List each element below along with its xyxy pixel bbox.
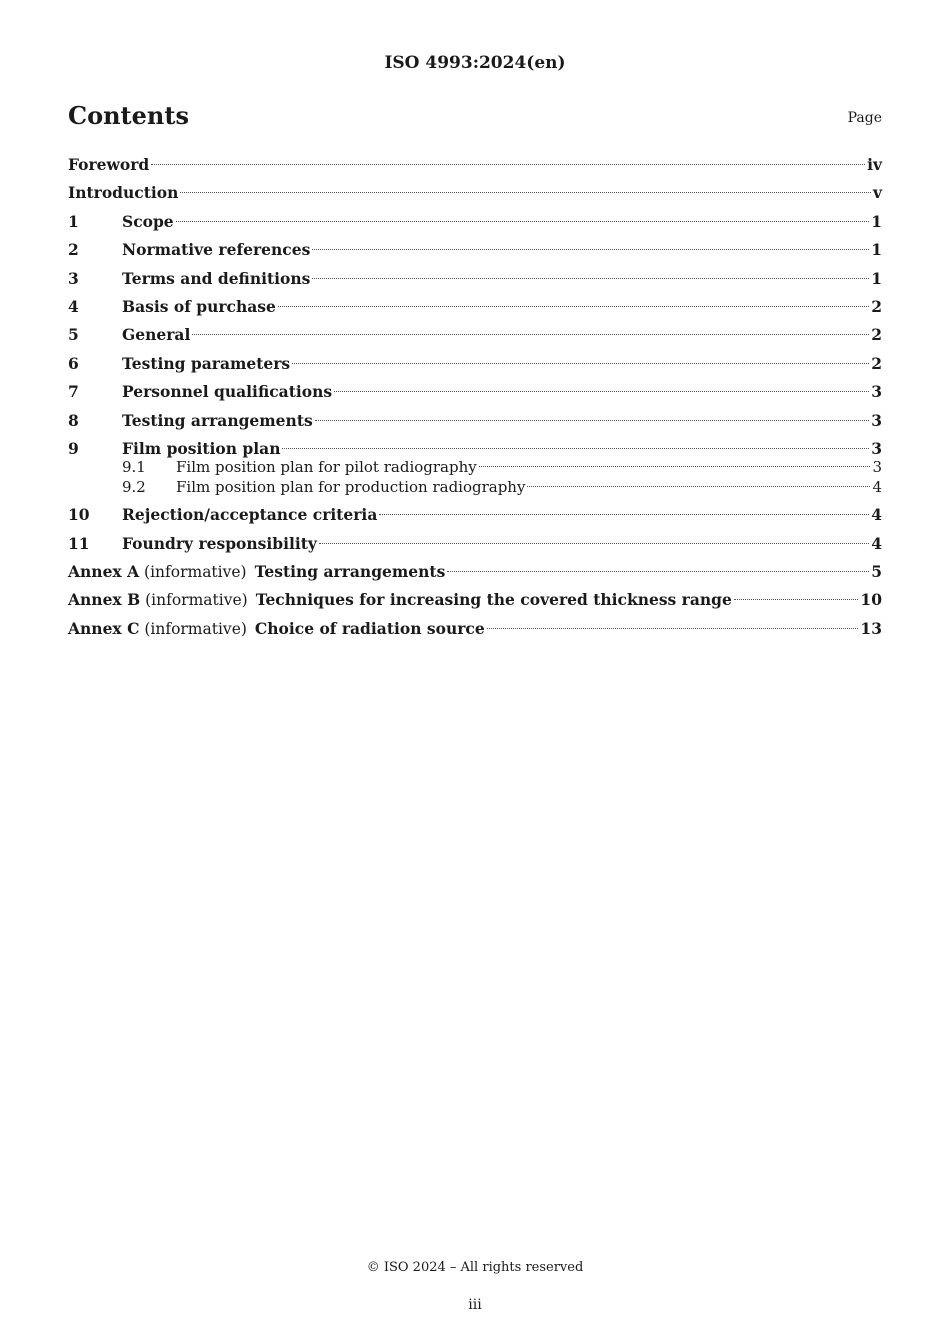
dot-leader bbox=[180, 192, 871, 193]
toc-entry-number: 1 bbox=[68, 211, 79, 231]
page-number: iii bbox=[468, 1297, 482, 1313]
toc-entry-number: 9 bbox=[68, 438, 79, 458]
toc-entry-page: 2 bbox=[871, 353, 882, 373]
dot-leader bbox=[312, 278, 869, 279]
toc-entry-title: General bbox=[122, 325, 191, 345]
dot-leader bbox=[479, 466, 871, 467]
toc-entry-number: 7 bbox=[68, 382, 79, 402]
toc-entry-page: 2 bbox=[871, 296, 882, 316]
table-of-contents bbox=[68, 151, 882, 643]
toc-entry-page: 5 bbox=[871, 562, 882, 582]
dot-leader bbox=[447, 571, 869, 572]
toc-entry-page: v bbox=[872, 183, 882, 203]
dot-leader bbox=[151, 164, 865, 165]
toc-annex-b[interactable] bbox=[68, 586, 882, 614]
toc-entry-page: 3 bbox=[872, 458, 882, 477]
annex-type: (informative) bbox=[144, 619, 247, 638]
toc-entry-page: 10 bbox=[860, 590, 882, 610]
dot-leader bbox=[292, 363, 869, 364]
annex-title: Choice of radiation source bbox=[254, 618, 485, 638]
toc-entry-title: Scope bbox=[122, 211, 174, 231]
toc-entry-title: Film position plan for pilot radiography bbox=[176, 458, 477, 477]
toc-entry-title: Foundry responsibility bbox=[122, 533, 317, 553]
dot-leader bbox=[176, 221, 870, 222]
toc-entry-title: Film position plan bbox=[122, 438, 281, 458]
toc-entry-title: Foreword bbox=[68, 155, 150, 174]
toc-entry-page: 2 bbox=[871, 325, 882, 345]
toc-entry-page: 3 bbox=[871, 438, 882, 458]
dot-leader bbox=[282, 448, 869, 449]
toc-entry-page: 1 bbox=[871, 240, 882, 260]
toc-annex-c[interactable] bbox=[68, 615, 882, 643]
toc-annex-a[interactable] bbox=[68, 558, 882, 586]
copyright-footer: © ISO 2024 – All rights reserved bbox=[366, 1260, 584, 1275]
toc-entry-title: Normative references bbox=[122, 240, 311, 260]
toc-entry-page: 4 bbox=[871, 505, 882, 525]
toc-entry-number: 8 bbox=[68, 410, 79, 430]
toc-entry-title: Personnel qualifications bbox=[122, 382, 333, 402]
toc-entry-title: Introduction bbox=[68, 183, 179, 203]
toc-entry-11[interactable] bbox=[68, 530, 882, 558]
toc-subentry-9-2[interactable] bbox=[68, 477, 882, 497]
toc-entry-page: iv bbox=[867, 155, 882, 174]
annex-label: Annex A bbox=[68, 562, 140, 582]
dot-leader bbox=[192, 334, 869, 335]
toc-entry-7[interactable] bbox=[68, 378, 882, 406]
toc-entry-title: Film position plan for production radiography bbox=[176, 478, 526, 497]
dot-leader bbox=[379, 514, 869, 515]
dot-leader bbox=[315, 420, 870, 421]
annex-title: Techniques for increasing the covered thickness range bbox=[255, 590, 732, 610]
toc-entry-number: 6 bbox=[68, 353, 79, 373]
toc-entry-number: 10 bbox=[68, 505, 90, 525]
page-column-label: Page bbox=[847, 110, 882, 126]
toc-entry-page: 4 bbox=[871, 533, 882, 553]
toc-entry-1[interactable] bbox=[68, 208, 882, 236]
toc-entry-number: 4 bbox=[68, 296, 79, 316]
toc-entry-number: 9.1 bbox=[122, 458, 146, 477]
toc-entry-4[interactable] bbox=[68, 293, 882, 321]
dot-leader bbox=[734, 599, 859, 600]
toc-entry-page: 3 bbox=[871, 382, 882, 402]
annex-title: Testing arrangements bbox=[254, 562, 446, 582]
toc-entry-title: Terms and definitions bbox=[122, 268, 311, 288]
toc-entry-title: Basis of purchase bbox=[122, 296, 276, 316]
toc-entry-6[interactable] bbox=[68, 350, 882, 378]
toc-entry-8[interactable] bbox=[68, 407, 882, 435]
contents-heading: Contents bbox=[68, 101, 189, 130]
toc-entry-page: 3 bbox=[871, 410, 882, 430]
toc-entry-number: 5 bbox=[68, 325, 79, 345]
toc-entry-number: 2 bbox=[68, 240, 79, 260]
toc-entry-number: 9.2 bbox=[122, 478, 146, 497]
toc-entry-title: Testing arrangements bbox=[122, 410, 313, 430]
dot-leader bbox=[487, 628, 859, 629]
toc-entry-page: 1 bbox=[871, 211, 882, 231]
annex-label: Annex C bbox=[68, 618, 140, 638]
document-id: ISO 4993:2024(en) bbox=[384, 53, 566, 73]
toc-subentry-9-1[interactable] bbox=[68, 457, 882, 477]
dot-leader bbox=[334, 391, 869, 392]
annex-type: (informative) bbox=[144, 563, 247, 582]
toc-entry-title: Rejection/acceptance criteria bbox=[122, 505, 378, 525]
toc-entry-title: Testing parameters bbox=[122, 353, 291, 373]
toc-entry-introduction[interactable] bbox=[68, 179, 882, 207]
toc-entry-5[interactable] bbox=[68, 321, 882, 349]
dot-leader bbox=[527, 486, 870, 487]
toc-entry-page: 4 bbox=[872, 478, 882, 497]
toc-entry-number: 3 bbox=[68, 268, 79, 288]
dot-leader bbox=[278, 306, 869, 307]
dot-leader bbox=[312, 249, 869, 250]
toc-entry-3[interactable] bbox=[68, 265, 882, 293]
toc-entry-foreword[interactable] bbox=[68, 151, 882, 179]
toc-entry-2[interactable] bbox=[68, 236, 882, 264]
annex-label: Annex B bbox=[68, 590, 141, 610]
toc-entry-page: 13 bbox=[860, 618, 882, 638]
annex-type: (informative) bbox=[145, 591, 248, 610]
toc-entry-10[interactable] bbox=[68, 501, 882, 529]
toc-entry-number: 11 bbox=[68, 533, 90, 553]
dot-leader bbox=[319, 543, 869, 544]
toc-entry-page: 1 bbox=[871, 268, 882, 288]
